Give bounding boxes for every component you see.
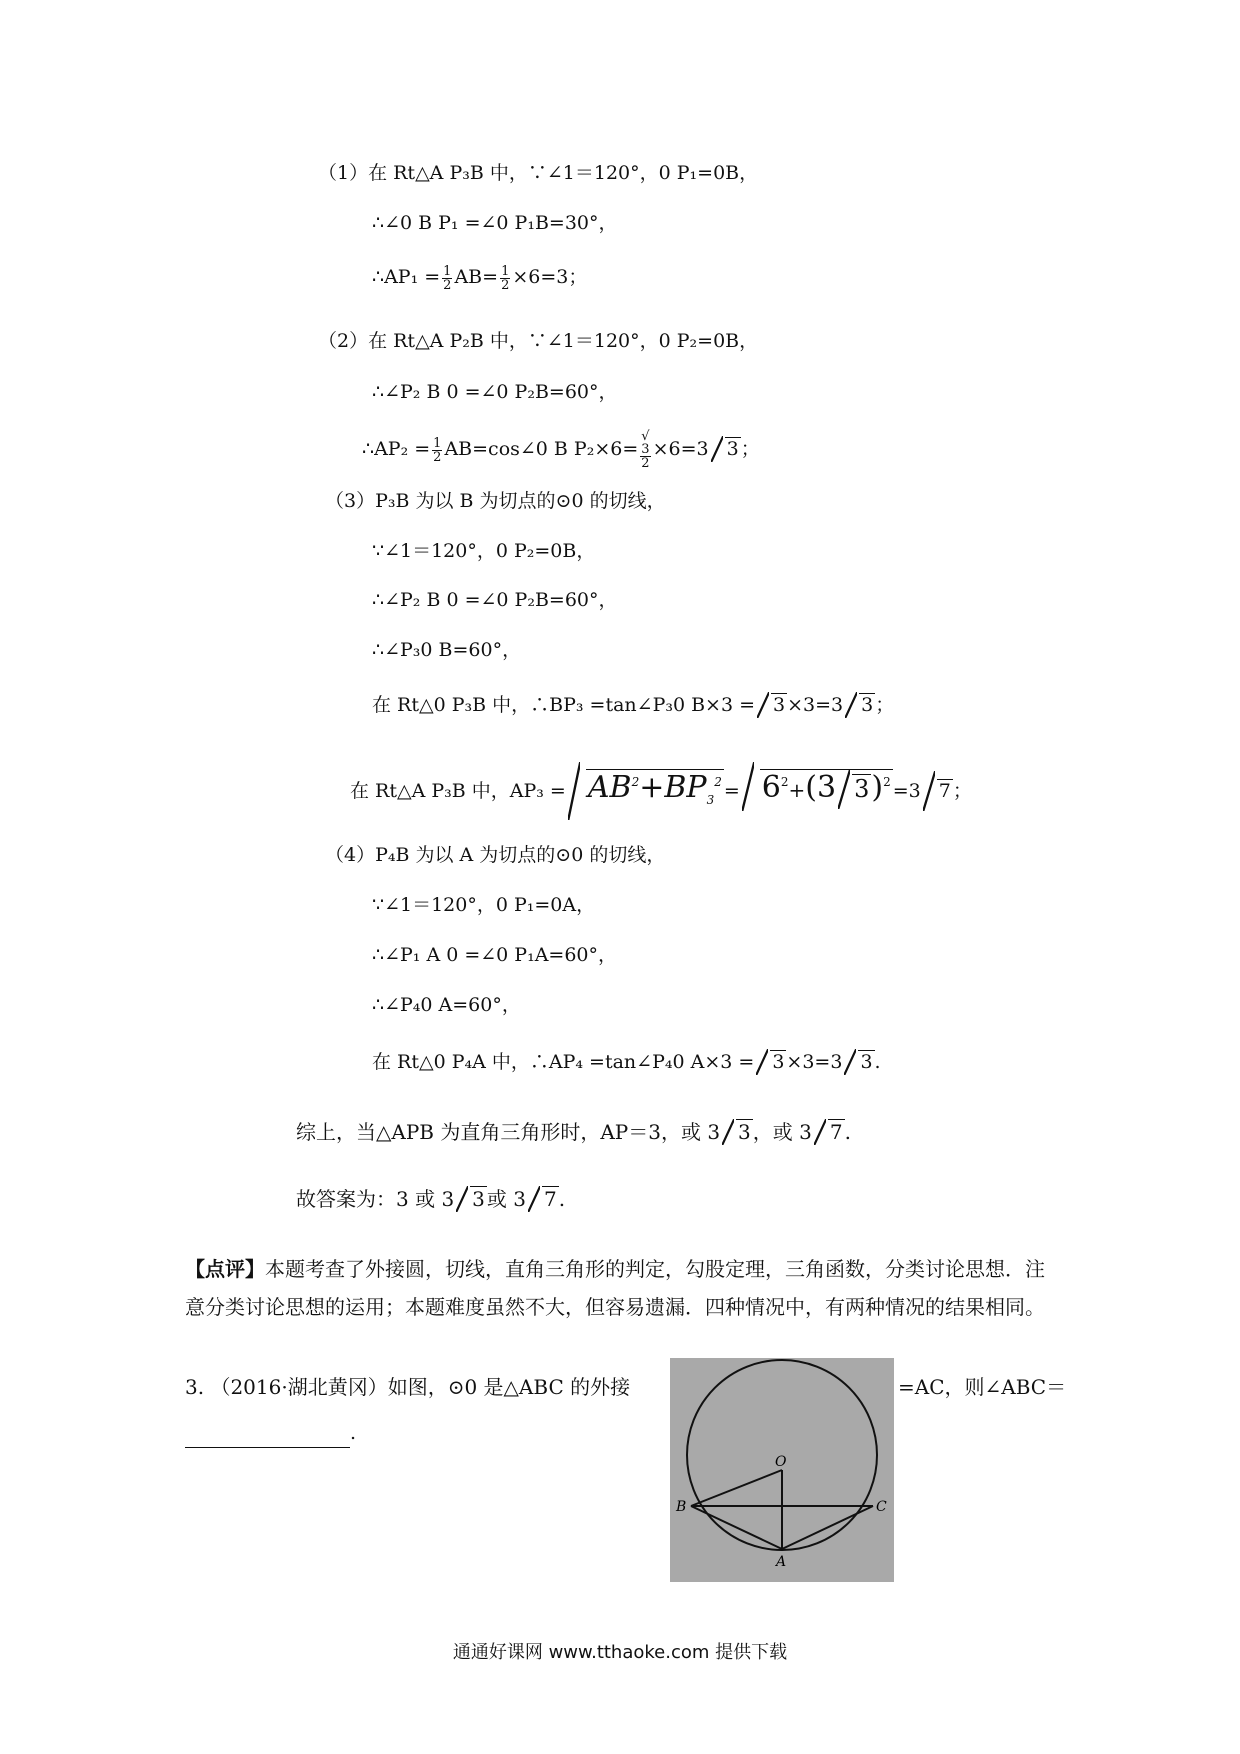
case3-step2: ∴∠P₂ B 0 =∠0 P₂B=60°， [372, 589, 618, 611]
fraction-half: $\frac{1}{2}$ [501, 263, 510, 293]
segment-ca [782, 1506, 873, 1549]
case3-step3: ∴∠P₃0 B=60°， [372, 639, 522, 661]
case2-title: （2）在 Rt△A P₂B 中，∵∠1＝120°，0 P₂=0B， [318, 330, 759, 352]
fraction-half: $\frac{1}{2}$ [443, 263, 452, 293]
sqrt-3: 3 [711, 434, 741, 464]
label-a: A [776, 1554, 787, 1570]
sqrt-3: 3 [845, 690, 875, 720]
case4-step4: 在 Rt△0 P₄A 中，∴AP₄ =tan∠P₄0 A×3 = 3 ×3=3 3 . [372, 1047, 881, 1077]
sqrt-7: 7 [923, 769, 953, 813]
circle-diagram [670, 1358, 894, 1582]
segment-bo [691, 1470, 782, 1506]
question-source: （2016·湖北黄冈）如图，⊙0 是△ABC 的外接 [210, 1375, 631, 1399]
label-o: O [775, 1454, 787, 1470]
sqrt-7: 7 [814, 1117, 845, 1147]
case4-step2: ∴∠P₁ A 0 =∠0 P₁A=60°， [372, 944, 618, 966]
circle-figure [670, 1358, 894, 1582]
case3-step5: 在 Rt△A P₃B 中，$AP_3 = AB^2+BP_3^2 = 6^2+(3$ 3)$^2$ =3 7 ； [350, 760, 972, 822]
review-label: 【点评】 [185, 1257, 265, 1281]
answer-blank-line[interactable]: . [185, 1418, 356, 1448]
label-b: B [676, 1499, 687, 1515]
case3-step1: ∵∠1＝120°，0 P₂=0B， [372, 540, 596, 562]
sqrt-ab-bp: $AB^2+BP_3^2$ [568, 760, 724, 822]
label-c: C [876, 1499, 887, 1515]
case4-step1: ∵∠1＝120°，0 P₁=0A， [372, 894, 596, 916]
case2-step1: ∴∠P₂ B 0 =∠0 P₂B=60°， [372, 381, 618, 403]
case3-title: （3）P₃B 为以 B 为切点的⊙0 的切线， [325, 490, 666, 512]
case4-step3: ∴∠P₄0 A=60°， [372, 994, 521, 1016]
sqrt-7: 7 [528, 1184, 559, 1214]
sqrt-3: 3 [456, 1184, 487, 1214]
summary: 综上，当△APB 为直角三角形时，AP＝3，或 3 3 ，或 3 7 . [296, 1117, 851, 1147]
review-paragraph [185, 1250, 1055, 1326]
footer-credit: 通通好课网 www.tthaoke.com 提供下载 [452, 1642, 788, 1663]
question-tail: =AC，则∠ABC＝ [898, 1375, 1067, 1399]
case1-step1: ∴∠0 B P₁ =∠0 P₁B=30°， [372, 212, 618, 234]
answer: 故答案为：3 或 3 3 或 3 7 . [296, 1184, 565, 1214]
case3-step4: 在 Rt△0 P₃B 中，∴BP₃ =tan∠P₃0 B×3 = 3 ×3=3 3 ； [372, 690, 894, 720]
case4-title: （4）P₄B 为以 A 为切点的⊙0 的切线， [325, 844, 666, 866]
answer-blank[interactable] [185, 1419, 350, 1448]
sqrt-6-3root3: $6^2+(3$ 3)$^2$ [742, 760, 893, 813]
review-text: 本题考查了外接圆，切线，直角三角形的判定，勾股定理，三角函数，分类讨论思想．注意分类讨论思想的运用；本题难度虽然不大，但容易遗漏．四种情况中，有两种情况的结果相同。 [185, 1257, 1045, 1319]
sqrt-3: 3 [756, 1047, 786, 1077]
case1-title: （1）在 Rt△A P₃B 中，∵∠1＝120°，0 P₁=0B， [318, 162, 759, 184]
case2-step2: ∴AP₂ = $\frac{1}{2}$ AB=cos∠0 B P₂×6= √ 3 2 ×6=3 3 ； [362, 429, 760, 471]
question-number: 3. [185, 1375, 205, 1399]
sqrt-3: 3 [757, 690, 787, 720]
sqrt-3: 3 [844, 1047, 874, 1077]
fraction-half: $\frac{1}{2}$ [433, 435, 442, 465]
question-3 [185, 1372, 630, 1402]
case1-step2: ∴AP₁ = $\frac{1}{2}$ AB= $\frac{1}{2}$ ×6=3； [372, 263, 588, 293]
fraction-root3-over-2: √ 3 2 [641, 429, 650, 471]
sqrt-3: 3 [722, 1117, 753, 1147]
segment-ba [691, 1506, 782, 1549]
